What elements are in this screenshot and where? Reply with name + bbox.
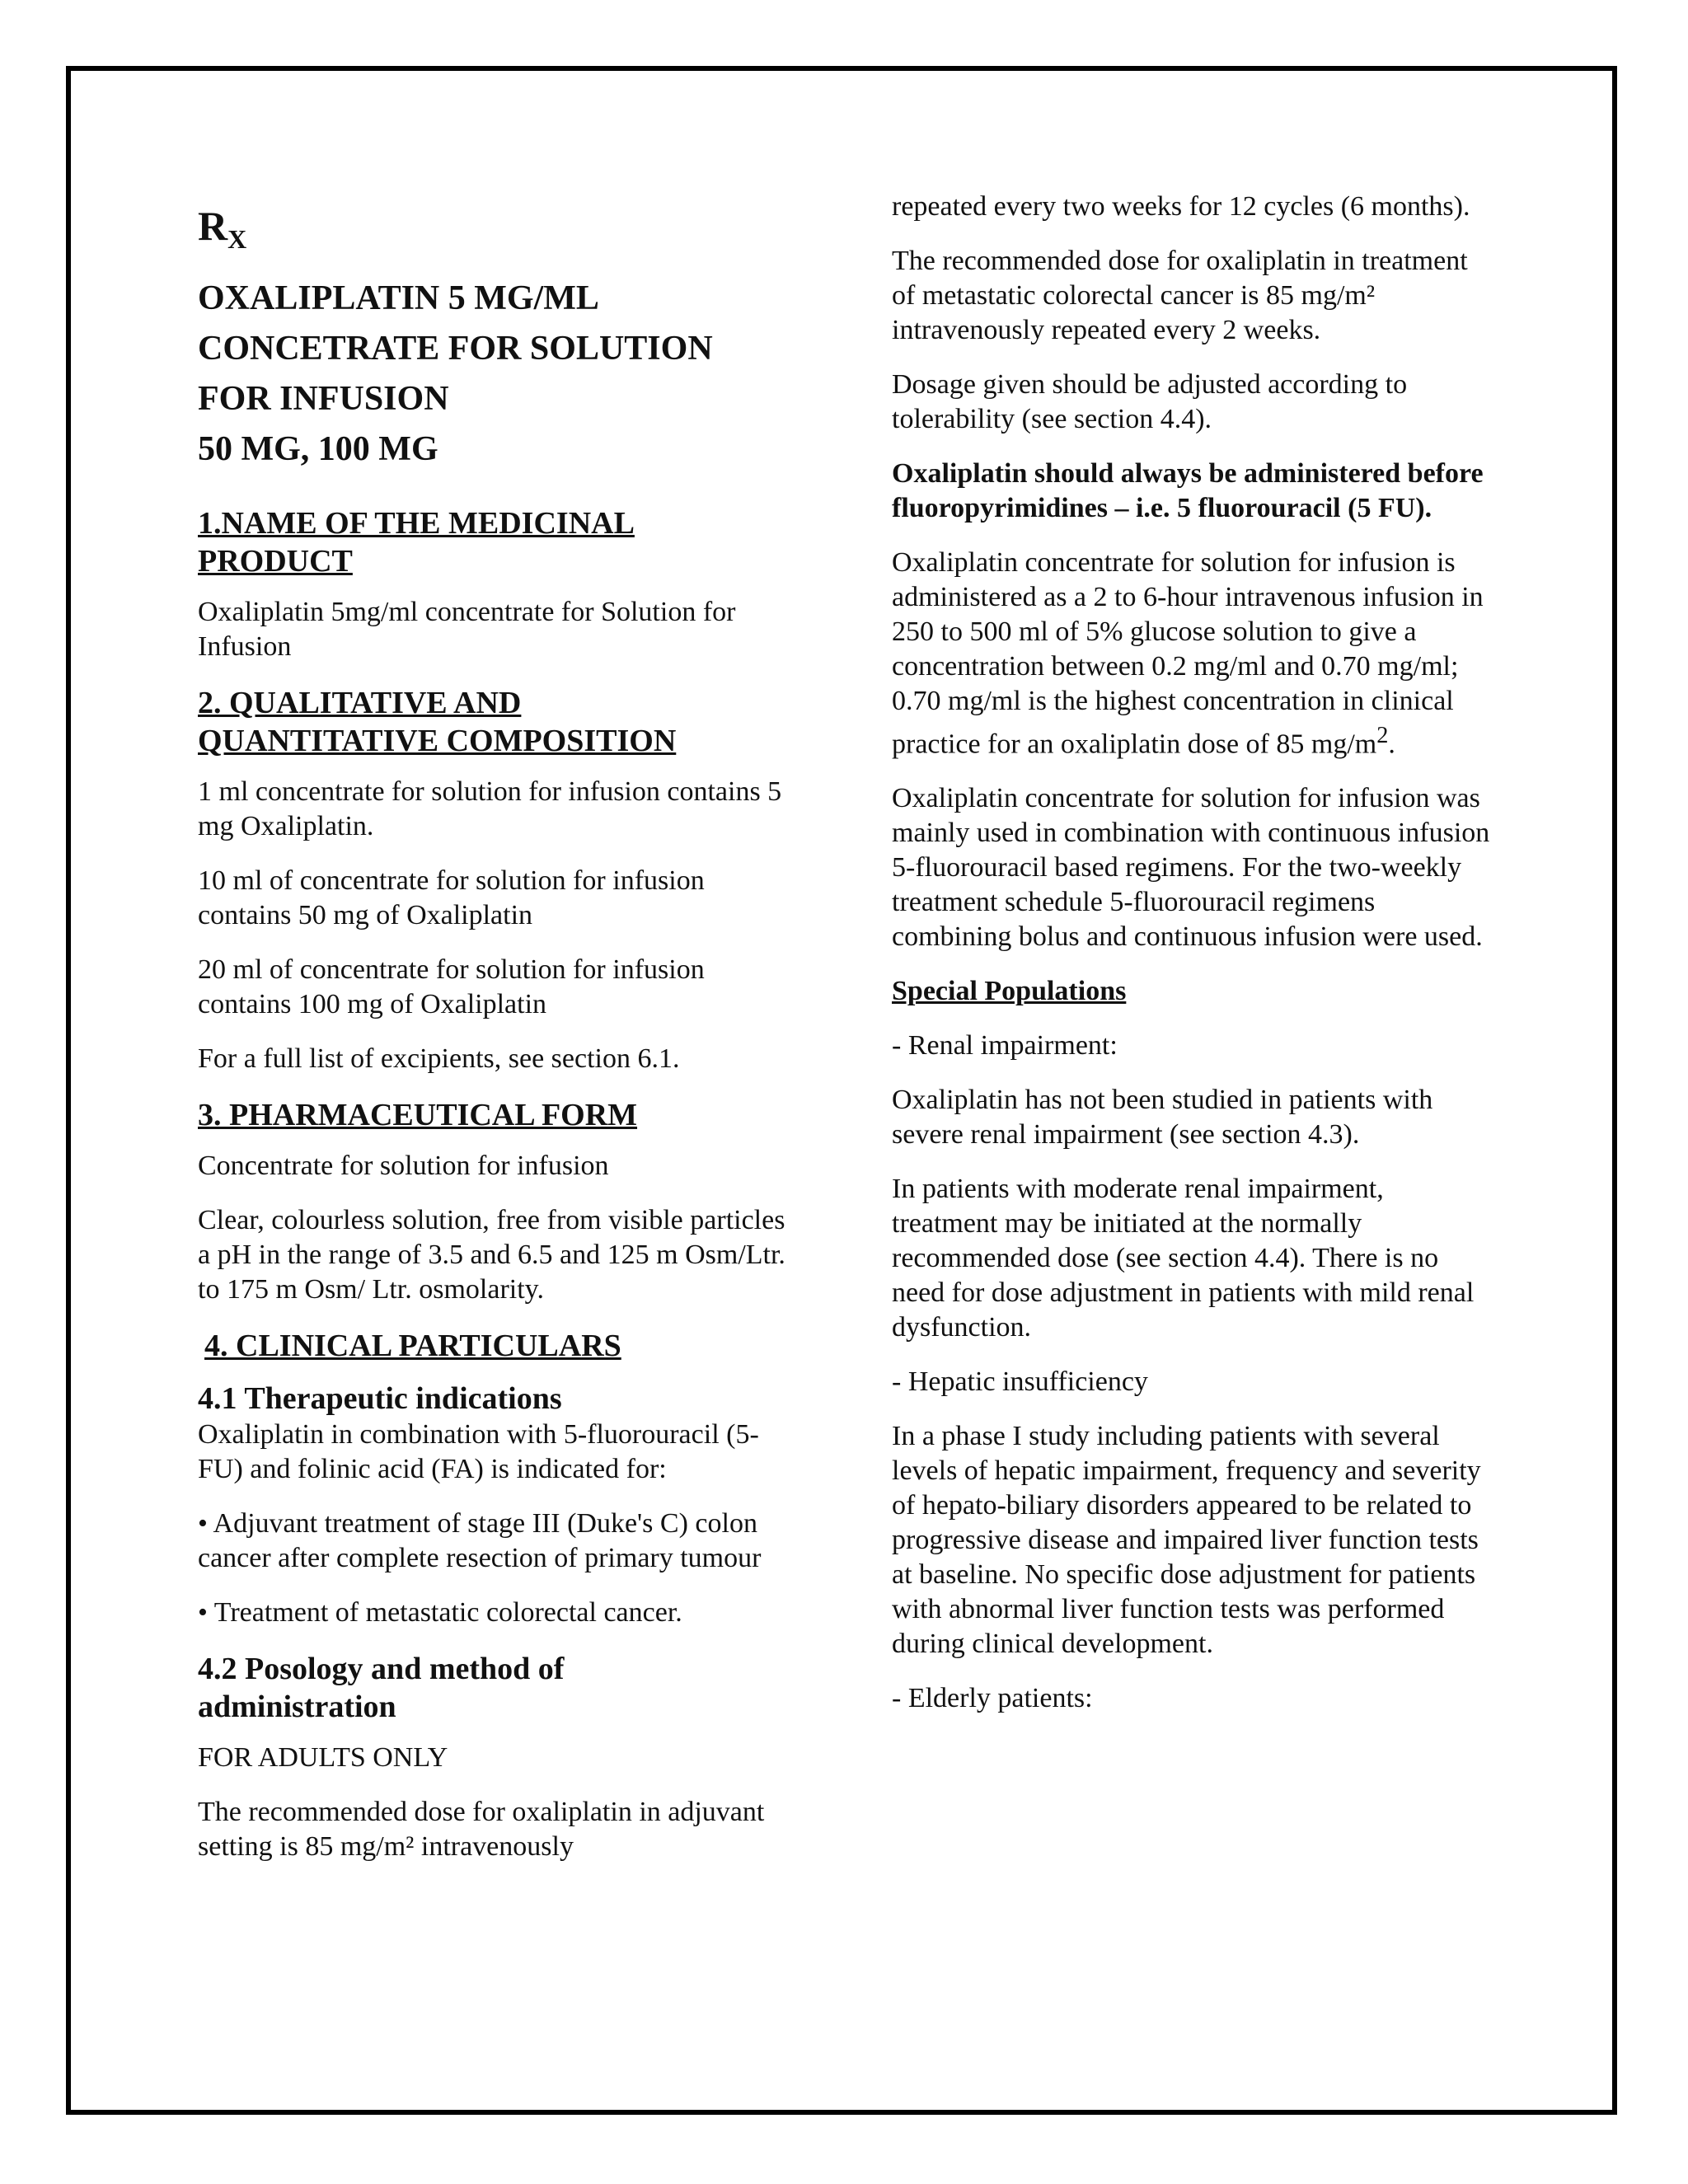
paragraph — [892, 546, 1493, 762]
rx-subscript: X — [227, 224, 247, 254]
paragraph-text: Oxaliplatin concentrate for solution for infusion is administered as a 2 to 6-hour intravenous infusion in 250 to 500 ml of 5% glucose solution to give a concentration between 0.2 mg/ml and 0.70 mg/ml; 0.70 mg/ml is the highest concentration in clinical practice for an oxaliplatin dose of 85 mg/m — [892, 547, 1484, 760]
paragraph: Concentrate for solution for infusion — [198, 1151, 609, 1181]
paragraph-text: . — [1388, 729, 1395, 760]
subsection-label: - Elderly patients: — [892, 1683, 1093, 1714]
paragraph: repeated every two weeks for 12 cycles (6 months). — [892, 191, 1470, 222]
section-heading-line: PRODUCT — [198, 544, 353, 579]
paragraph: 1 ml concentrate for solution for infusion contains 5 mg Oxaliplatin. — [198, 776, 782, 841]
section-heading-line: 2. QUALITATIVE AND — [198, 686, 522, 720]
subsection-heading-line: 4.2 Posology and method of — [198, 1652, 565, 1686]
subsection-heading — [198, 1650, 791, 1726]
rx-letter: R — [198, 203, 228, 249]
subsection-label: - Hepatic insufficiency — [892, 1366, 1148, 1398]
paragraph: Oxaliplatin in combination with 5-fluorouracil (5-FU) and folinic acid (FA) is indicated for: — [198, 1419, 759, 1484]
paragraph: In a phase I study including patients with several levels of hepatic impairment, frequency and severity of hepato-biliary disorders appeared to be related to progressive disease and impaired liver function tests at baseline. No specific dose adjustment for patients with abnormal liver function tests was performed during clinical development. — [892, 1421, 1481, 1660]
right-column — [892, 190, 1493, 1736]
title-line: 50 MG, 100 MG — [198, 430, 438, 468]
paragraph: 20 ml of concentrate for solution for infusion contains 100 mg of Oxaliplatin — [198, 954, 705, 1019]
paragraph: In patients with moderate renal impairment, treatment may be initiated at the normally recommended dose (see section 4.4). There is no need for dose adjustment in patients with mild renal dysfunction. — [892, 1174, 1475, 1343]
bullet-item: • Adjuvant treatment of stage III (Duke's C) colon cancer after complete resection of primary tumour — [198, 1508, 762, 1573]
section-heading-line: 1.NAME OF THE MEDICINAL — [198, 506, 635, 541]
paragraph: Clear, colourless solution, free from visible particles a pH in the range of 3.5 and 6.5 and 125 m Osm/Ltr. to 175 m Osm/ Ltr. osmolarity. — [198, 1205, 785, 1305]
paragraph: For a full list of excipients, see section 6.1. — [198, 1043, 680, 1074]
title-line: CONCETRATE FOR SOLUTION — [198, 330, 713, 368]
warning-paragraph: Oxaliplatin should always be administered before fluoropyrimidines – i.e. 5 fluorouracil (5 FU). — [892, 458, 1484, 523]
section-heading — [198, 504, 791, 580]
section-heading-line: QUANTITATIVE COMPOSITION — [198, 724, 677, 758]
paragraph: Dosage given should be adjusted according to tolerability (see section 4.4). — [892, 369, 1408, 434]
paragraph: Oxaliplatin concentrate for solution for infusion was mainly used in combination with continuous infusion 5-fluorouracil based regimens. For the two-weekly treatment schedule 5-fluorouracil regimens combining bolus and continuous infusion were used. — [892, 783, 1490, 953]
paragraph: The recommended dose for oxaliplatin in treatment of metastatic colorectal cancer is 85 mg/m² intravenously repeated every 2 weeks. — [892, 246, 1468, 345]
left-column — [198, 190, 791, 1884]
paragraph: FOR ADULTS ONLY — [198, 1742, 448, 1773]
paragraph: Oxaliplatin has not been studied in patients with severe renal impairment (see section 4.3). — [892, 1085, 1433, 1151]
section-heading: 3. PHARMACEUTICAL FORM — [198, 1098, 638, 1132]
title-line: OXALIPLATIN 5 MG/ML — [198, 279, 599, 317]
section-heading: 4. CLINICAL PARTICULARS — [204, 1329, 621, 1363]
rx-symbol — [198, 203, 791, 262]
paragraph: 10 ml of concentrate for solution for infusion contains 50 mg of Oxaliplatin — [198, 865, 705, 930]
special-populations-heading: Special Populations — [892, 976, 1127, 1007]
subsection-heading: 4.1 Therapeutic indications — [198, 1381, 562, 1416]
subsection-label: - Renal impairment: — [892, 1030, 1118, 1062]
paragraph: The recommended dose for oxaliplatin in adjuvant setting is 85 mg/m² intravenously — [198, 1797, 765, 1862]
paragraph: Oxaliplatin 5mg/ml concentrate for Solution for Infusion — [198, 597, 736, 662]
section-heading — [198, 684, 791, 760]
title-line: FOR INFUSION — [198, 380, 449, 418]
subsection-heading-line: administration — [198, 1690, 396, 1724]
bullet-item: • Treatment of metastatic colorectal cancer. — [198, 1597, 682, 1628]
superscript: 2 — [1376, 723, 1389, 748]
document-title — [198, 274, 791, 475]
